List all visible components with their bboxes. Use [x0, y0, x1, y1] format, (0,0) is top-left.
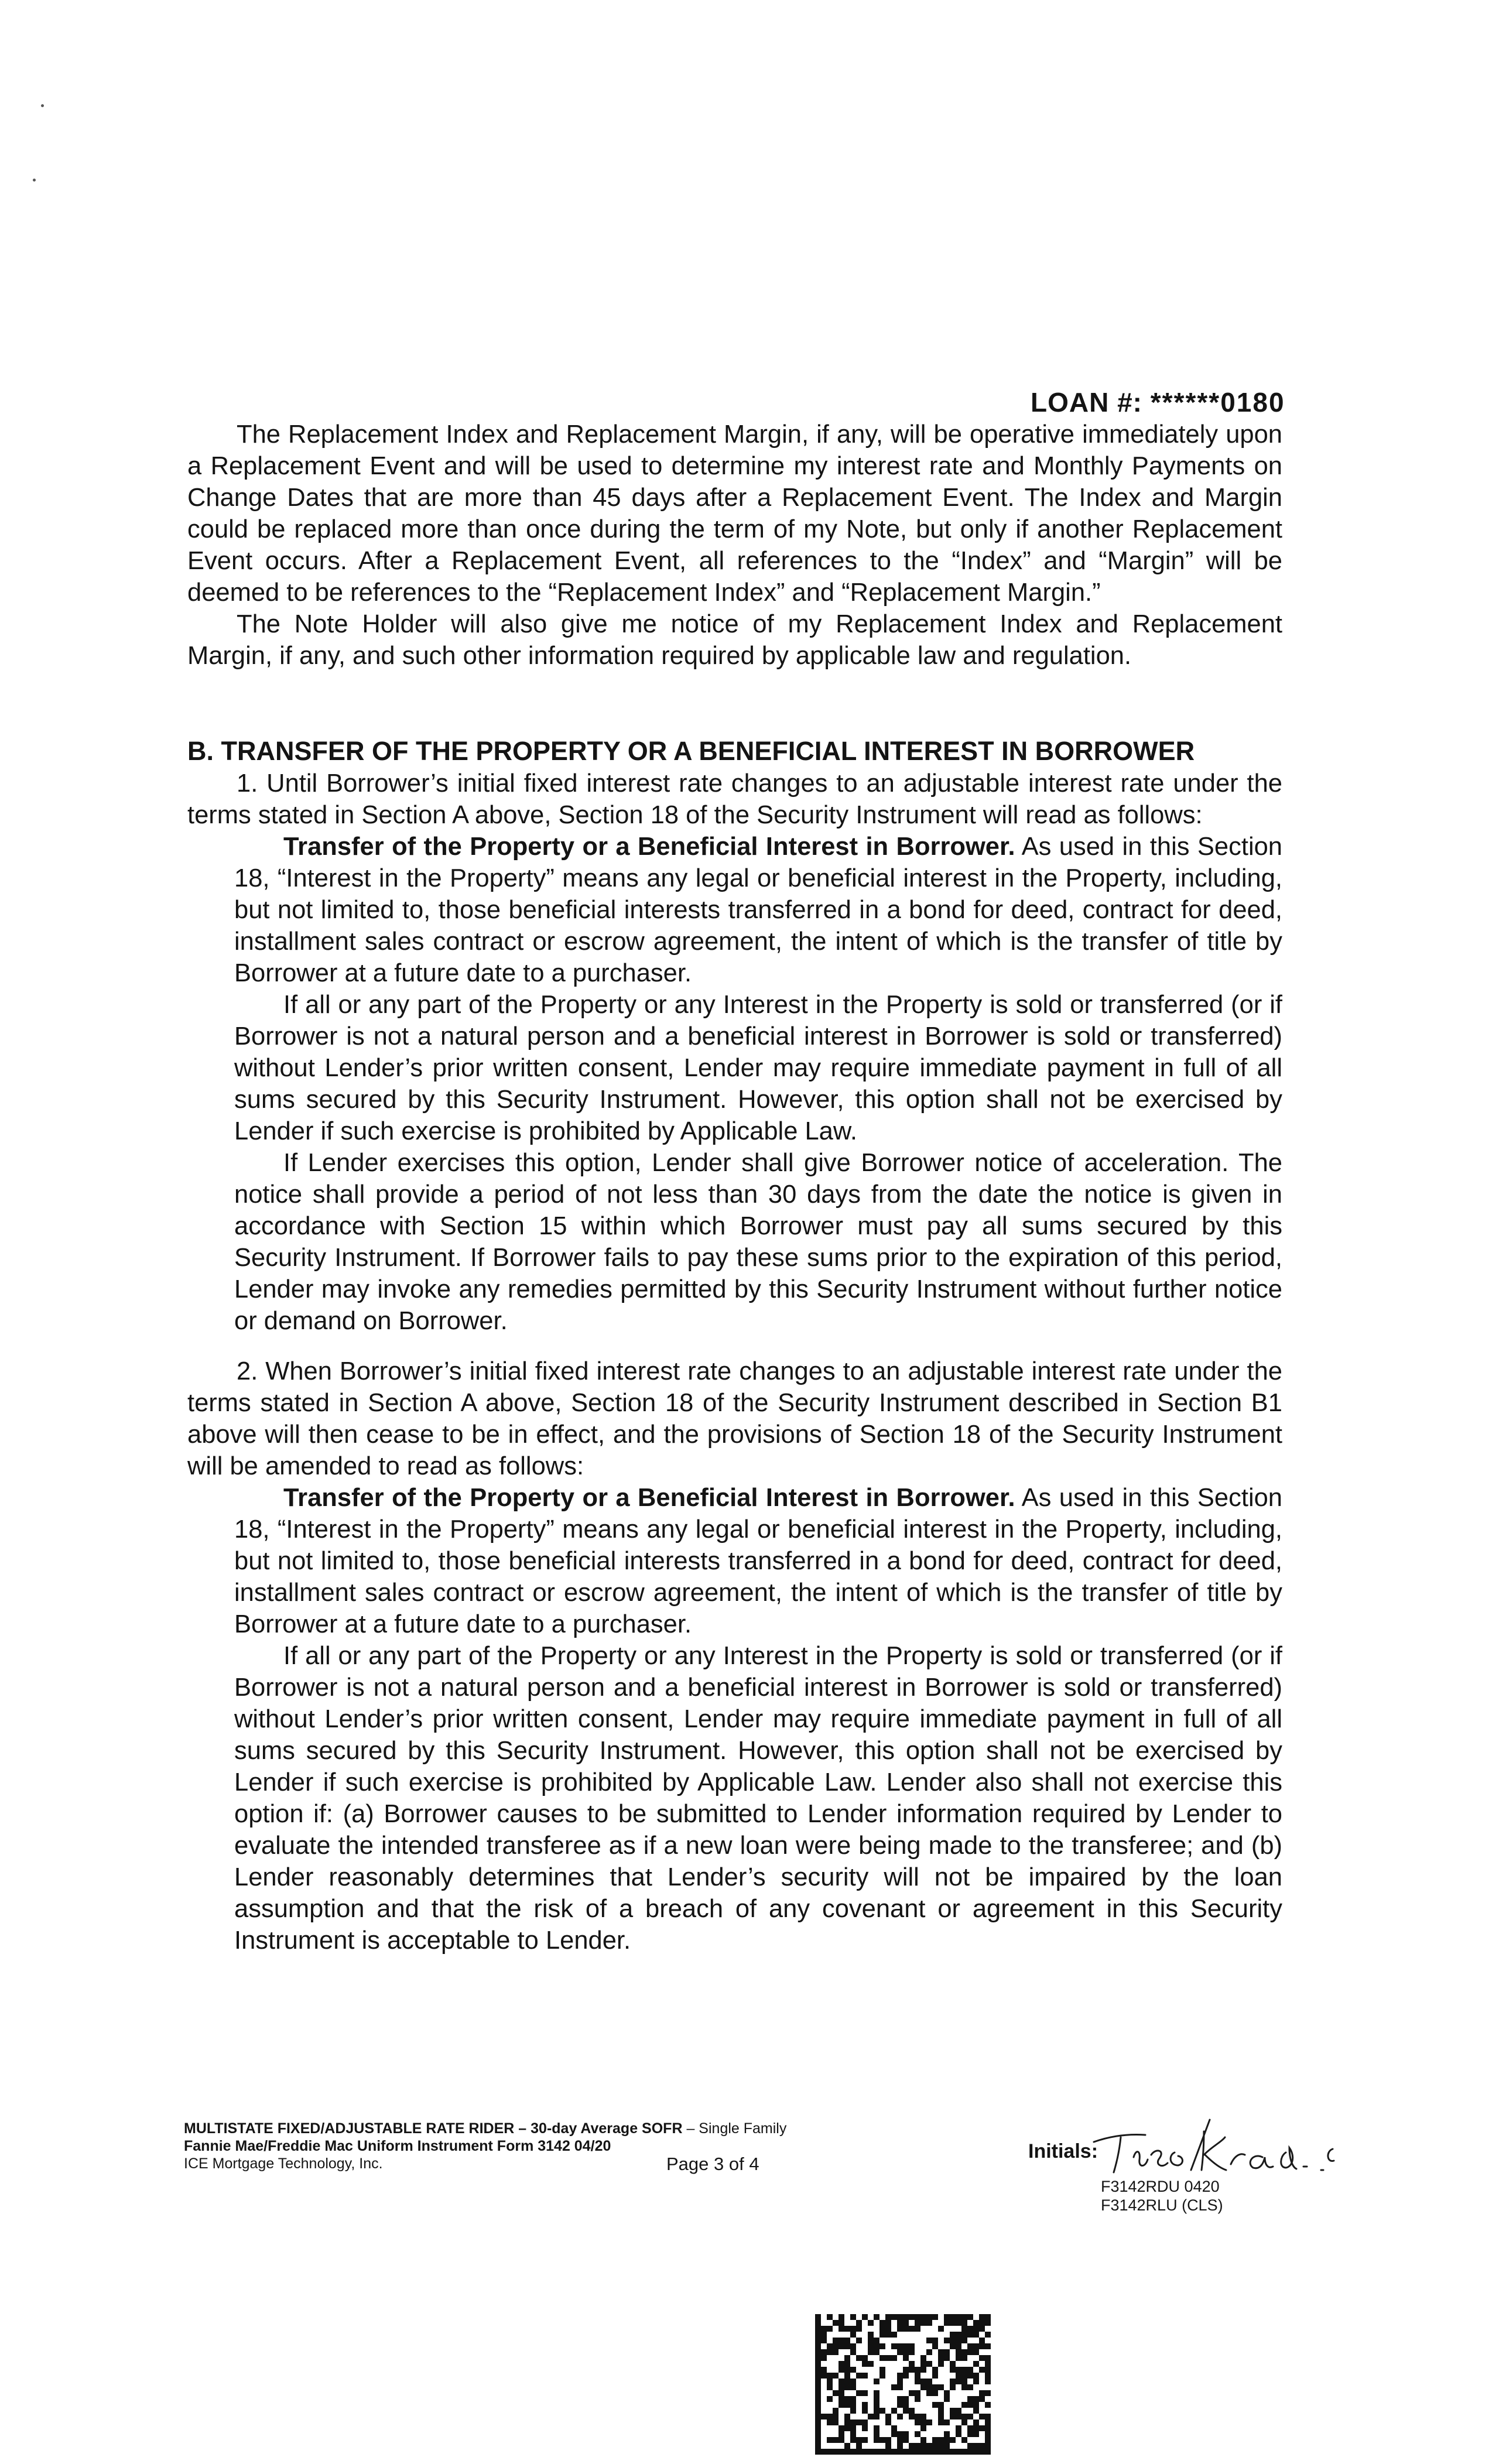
- paragraph: The Replacement Index and Replacement Margin, if any, will be operative immediately upon a Replacement Event and will be used to determine my interest rate and Monthly Payments on Change Dates that are more than 45 days after a Replacement Event. The Index and Margin could be replaced more than once during the term of my Note, but only if another Replacement Event occurs. After a Replacement Event, all references to the “Index” and “Margin” will be deemed to be references to the “Replacement Index” and “Replacement Margin.”: [187, 420, 1282, 607]
- form-footer: [184, 2120, 1004, 2172]
- quoted-section-18: [234, 831, 1282, 1337]
- loan-label: LOAN #:: [1031, 387, 1142, 417]
- initials-label: Initials:: [1028, 2140, 1098, 2162]
- paragraph: Transfer of the Property or a Beneficial Interest in Borrower. As used in this Section 18, “Interest in the Property” means any legal or beneficial interest in the Property, including, but not limited to, those beneficial interests transferred in a bond for deed, contract for deed, installment sales contract or escrow agreement, the intent of which is the transfer of title by Borrower at a future date to a purchaser.: [234, 1484, 1283, 1638]
- form-title: MULTISTATE FIXED/ADJUSTABLE RATE RIDER – 30-day Average SOFR – Single Family: [184, 2120, 787, 2137]
- paragraph: 2. When Borrower’s initial fixed interest rate changes to an adjustable interest rate under the terms stated in Section A above, Section 18 of the Security Instrument described in Section B1 above will then cease to be in effect, and the provisions of Section 18 of the Security Instrument will be amended to read as follows:: [187, 1357, 1282, 1480]
- scan-speck: [33, 179, 36, 182]
- replacement-index-section: [187, 419, 1282, 672]
- form-codes: [1101, 2177, 1223, 2215]
- spacer: [187, 1337, 1282, 1356]
- form-code: F3142RLU (CLS): [1101, 2196, 1223, 2214]
- paragraph: The Note Holder will also give me notice of my Replacement Index and Replacement Margin, if any, and such other information required by applicable law and regulation.: [187, 610, 1282, 670]
- paragraph: 1. Until Borrower’s initial fixed interest rate changes to an adjustable interest rate under the terms stated in Section A above, Section 18 of the Security Instrument will read as follows:: [187, 769, 1282, 829]
- loan-number-header: [1031, 386, 1285, 418]
- section-b: [187, 735, 1282, 1956]
- loan-number: ******0180: [1150, 387, 1285, 417]
- qr-code: [815, 2314, 991, 2455]
- paragraph: If Lender exercises this option, Lender shall give Borrower notice of acceleration. The notice shall provide a period of not less than 30 days from the date the notice is given in accordance with Section 15 within which Borrower must pay all sums secured by this Security Instrument. If Borrower fails to pay these sums prior to the expiration of this period, Lender may invoke any remedies permitted by this Security Instrument without further notice or demand on Borrower.: [234, 1149, 1282, 1335]
- publisher: ICE Mortgage Technology, Inc.: [184, 2155, 383, 2172]
- scan-speck: [41, 104, 44, 107]
- quoted-section-18-amended: [234, 1482, 1282, 1956]
- paragraph: If all or any part of the Property or any Interest in the Property is sold or transferred (or if Borrower is not a natural person and a beneficial interest in Borrower is sold or transferred) without Lender’s prior written consent, Lender may require immediate payment in full of all sums secured by this Security Instrument. However, this option shall not be exercised by Lender if such exercise is prohibited by Applicable Law. Lender also shall not exercise this option if: (a) Borrower causes to be submitted to Lender information required by Lender to evaluate the intended transferee as if a new loan were being made to the transferee; and (b) Lender reasonably determines that Lender’s security will not be impaired by the loan assumption and that the risk of a breach of any covenant or agreement in this Security Instrument is acceptable to Lender.: [234, 1642, 1282, 1955]
- initials-signature: [1087, 2114, 1344, 2178]
- quoted-title: Transfer of the Property or a Beneficial Interest in Borrower.: [283, 1484, 1015, 1512]
- page-number: Page 3 of 4: [666, 2154, 759, 2174]
- paragraph: If all or any part of the Property or any Interest in the Property is sold or transferred (or if Borrower is not a natural person and a beneficial interest in Borrower is sold or transferred) without Lender’s prior written consent, Lender may require immediate payment in full of all sums secured by this Security Instrument. However, this option shall not be exercised by Lender if such exercise is prohibited by Applicable Law.: [234, 991, 1282, 1145]
- form-code: F3142RDU 0420: [1101, 2178, 1220, 2195]
- quoted-title: Transfer of the Property or a Beneficial Interest in Borrower.: [283, 833, 1015, 861]
- form-id: Fannie Mae/Freddie Mac Uniform Instrument Form 3142 04/20: [184, 2138, 611, 2154]
- section-heading: B. TRANSFER OF THE PROPERTY OR A BENEFICIAL INTEREST IN BORROWER: [187, 736, 1195, 766]
- paragraph: Transfer of the Property or a Beneficial Interest in Borrower. As used in this Section 18, “Interest in the Property” means any legal or beneficial interest in the Property, including, but not limited to, those beneficial interests transferred in a bond for deed, contract for deed, installment sales contract or escrow agreement, the intent of which is the transfer of title by Borrower at a future date to a purchaser.: [234, 833, 1283, 987]
